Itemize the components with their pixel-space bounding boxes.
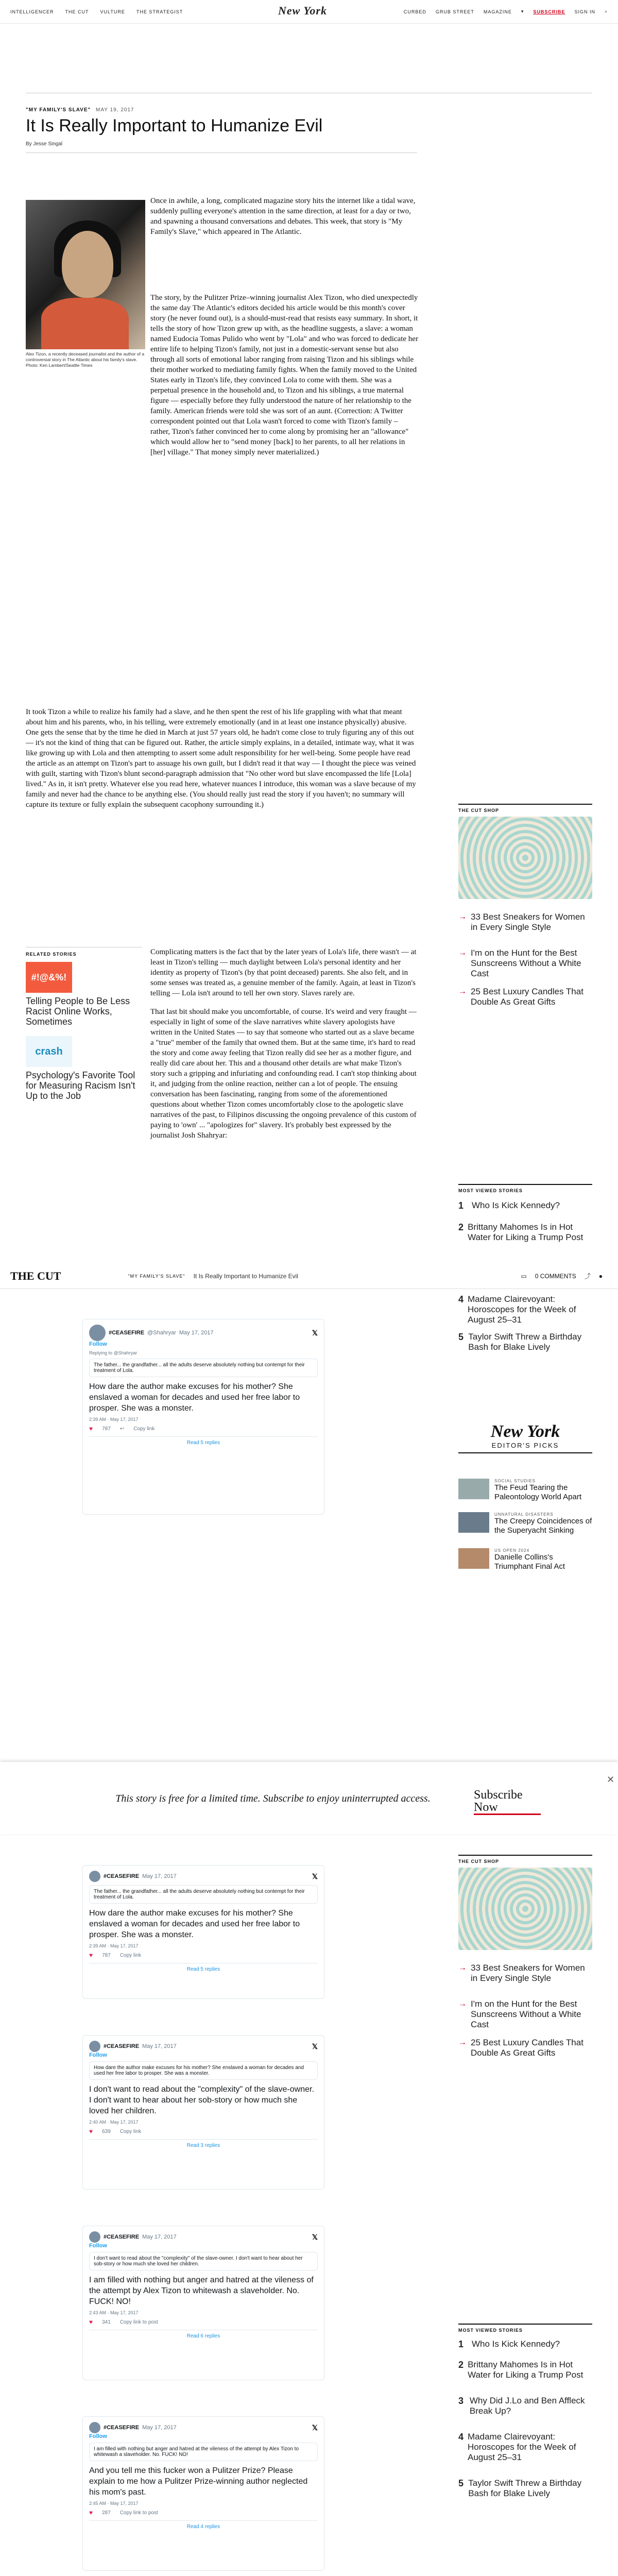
- editors-picks: [458, 1422, 592, 1453]
- quoted-tweet[interactable]: How dare the author make excuses for his mother? She enslaved a woman for decades and used her free labor to prosper. She was a monster.: [89, 2061, 318, 2080]
- heart-icon[interactable]: ♥: [89, 1952, 93, 1959]
- most-viewed-item[interactable]: 2 Brittany Mahomes Is in Hot Water for Liking a Trump Post: [458, 1222, 583, 1242]
- arrow-icon: →: [458, 912, 467, 921]
- nav-strategist[interactable]: THE STRATEGIST: [136, 9, 183, 14]
- copy-link[interactable]: Copy link to post: [119, 2319, 158, 2325]
- read-replies-link[interactable]: Read 4 replies: [89, 2520, 318, 2530]
- photo-face: [62, 231, 113, 298]
- most-viewed-label: MOST VIEWED STORIES: [458, 2324, 592, 2333]
- copy-link[interactable]: Copy link: [119, 2128, 141, 2134]
- editors-pick[interactable]: UNNATURAL DISASTERS The Creepy Coincidences of the Superyacht Sinking: [458, 1512, 592, 1535]
- sign-in-link[interactable]: SIGN IN: [574, 9, 595, 14]
- read-replies-link[interactable]: Read 5 replies: [89, 1963, 318, 1972]
- heart-icon[interactable]: ♥: [89, 1425, 93, 1432]
- tweet-embed[interactable]: #CEASEFIRE May 17, 2017 𝕏 Follow I am filled with nothing but anger and hatred at the vileness of the attempt by Alex Tizon to whitewash a slaveholder. No. FUCK! NO! And you tell me this fucker won a Pulitzer Prize? Please explain to me how a Pulitzer Prize-winning author neglected his mom's past. 2:45 AM · May 17, 2017 ♥ 287 Copy link to post Read 4 replies: [82, 2416, 324, 2571]
- arrow-icon: →: [458, 948, 467, 957]
- cut-shop-label: THE CUT SHOP: [458, 1855, 592, 1864]
- article-body-1: [150, 196, 418, 245]
- follow-link[interactable]: Follow: [89, 2433, 107, 2439]
- avatar[interactable]: [89, 1325, 106, 1341]
- shop-item[interactable]: → 33 Best Sneakers for Women in Every Single Style: [458, 1963, 585, 1983]
- arrow-icon: →: [458, 1963, 467, 1972]
- x-logo-icon[interactable]: 𝕏: [312, 1872, 318, 1880]
- pick-thumb: [458, 1479, 489, 1499]
- article-body-2: [26, 293, 418, 466]
- shop-item[interactable]: → I'm on the Hunt for the Best Sunscreens Without a White Cast: [458, 948, 581, 978]
- site-logo[interactable]: New York: [278, 4, 327, 17]
- x-logo-icon[interactable]: 𝕏: [312, 2232, 318, 2241]
- paragraph: That last bit should make you uncomfortable, of course. It's weird and very fraught — especially in light of some of the slave narratives white slavery apologists have written in the United States — to say that someone who started out as a slave became a "true" member of the family that owned them. But at the same time, it's hard to read the story and come away feeling that Tizon really did see her as a mother figure, and really did care about her. This and a thousand other details are what make Tizon's story such a gripping and infuriating and confounding read. I can't stop thinking about it, and judging from the online reaction, neither can a lot of people. The ensuing conversation has been fascinating, ranging from some of the aforementioned questions about whether Tizon comes uncomfortably close to the apologetic slave narratives of the past, to Filipinos discussing the ongoing prevalence of this custom of paying to 'own' ... "apologizes for" slavery. It's probably best expressed by the journalist Josh Shahryar:: [150, 1008, 417, 1140]
- reply-icon[interactable]: ↩: [119, 1426, 125, 1432]
- heart-icon[interactable]: ♥: [89, 2509, 93, 2516]
- most-viewed-item[interactable]: 1 Who Is Kick Kennedy?: [458, 2339, 560, 2349]
- cut-shop-image[interactable]: [458, 817, 592, 899]
- tweet-text: How dare the author make excuses for his mother? She enslaved a woman for decades and used her free labor to prosper. She was a monster.: [89, 1909, 300, 1939]
- shop-item[interactable]: → 25 Best Luxury Candles That Double As Great Gifts: [458, 987, 583, 1007]
- related-link[interactable]: Psychology's Favorite Tool for Measuring Racism Isn't Up to the Job: [26, 1070, 135, 1101]
- most-viewed-item[interactable]: 3 Why Did J.Lo and Ben Affleck Break Up?: [458, 2396, 585, 2416]
- subscribe-link[interactable]: SUBSCRIBE: [533, 9, 565, 14]
- tweet-text: And you tell me this fucker won a Pulitzer Prize? Please explain to me how a Pulitzer Prize-winning author neglected his mom's past.: [89, 2466, 308, 2497]
- tweet-embed[interactable]: #CEASEFIRE May 17, 2017 𝕏 Follow How dare the author make excuses for his mother? She enslaved a woman for decades and used her free labor to prosper. She was a monster. I don't want to read about the "complexity" of the slave-owner. I don't want to hear about her sob-story or how much she loved her children. 2:40 AM · May 17, 2017 ♥ 639 Copy link Read 3 replies: [82, 2035, 324, 2190]
- x-logo-icon[interactable]: 𝕏: [312, 1328, 318, 1337]
- comment-icon: ▭: [521, 1272, 527, 1280]
- article-date: MAY 19, 2017: [96, 107, 134, 113]
- paragraph: It took Tizon a while to realize his family had a slave, and he then spent the rest of his life grappling with what that meant about him and his parents, who, in his telling, were extremely emotionally (and in at least one instance physically) abusive. One gets the sense that by the time he died in March at just 57 years old, he hadn't come close to truly figuring any of this out — it's not the kind of thing that can be figured out. Rather, the article simply explains, in a detailed, intimate way, what it was like growing up with Lola and then attempting to assert some adult responsibility for her well-being. Some people have read the article as an attempt on Tizon's part to assuage his own guilt, but I didn't read it that way — I thought the piece was veined with guilt, starting with Tizon's blunt second-paragraph admission that "No other word but slave encompassed the life [Lola] lived." As in, it isn't pretty. Whatever else you read here, whatever nuances I introduce, this woman was a slave because of my family and never had the chance to be anything else. (You should really just read the story if you haven't; no summary will capture its texture or fully explain the subsequent cacophony surrounding it.): [26, 708, 416, 809]
- arrow-icon: →: [458, 2038, 467, 2047]
- quoted-tweet[interactable]: I don't want to read about the "complexity" of the slave-owner. I don't want to hear about her sob-story or how much she loved her children.: [89, 2252, 318, 2270]
- heart-icon[interactable]: ♥: [89, 2318, 93, 2326]
- related-image[interactable]: #!@&%!: [26, 962, 72, 993]
- article-body-4: [150, 947, 418, 1149]
- kicker-label[interactable]: "MY FAMILY'S SLAVE": [26, 107, 91, 113]
- arrow-icon: →: [458, 1999, 467, 2008]
- editors-pick[interactable]: SOCIAL STUDIES The Feud Tearing the Paleontology World Apart: [458, 1479, 592, 1502]
- paragraph: Complicating matters is the fact that by the later years of Lola's life, there wasn't — at least in Tizon's telling — much daylight between Lola's personal identity and her identity as property of Tizon's (by that point deceased) parents. She also felt, and in some senses was treated as, a genuine member of the family. Again, at least in Tizon's telling — Lola isn't around to tell her own story. Slaves rarely are.: [150, 948, 417, 997]
- x-logo-icon[interactable]: 𝕏: [312, 2042, 318, 2050]
- most-viewed-item[interactable]: 1 Who Is Kick Kennedy?: [458, 1200, 560, 1211]
- follow-link[interactable]: Follow: [89, 1341, 107, 1347]
- most-viewed-label: MOST VIEWED STORIES: [458, 1184, 592, 1193]
- close-icon[interactable]: ✕: [607, 1774, 615, 1785]
- nav-grub-street[interactable]: GRUB STREET: [435, 9, 474, 14]
- ny-logo[interactable]: New York: [490, 1422, 560, 1441]
- related-label: RELATED STORIES: [26, 947, 142, 957]
- pick-thumb: [458, 1548, 489, 1569]
- pick-thumb: [458, 1512, 489, 1533]
- read-replies-link[interactable]: Read 3 replies: [89, 2139, 318, 2148]
- copy-link[interactable]: Copy link: [119, 1952, 141, 1958]
- article-body-3: [26, 707, 418, 818]
- most-viewed-item[interactable]: 4 Madame Clairevoyant: Horoscopes for the Week of August 25–31: [458, 1294, 576, 1325]
- quoted-tweet[interactable]: I am filled with nothing but anger and hatred at the vileness of the attempt by Alex Tizon to whitewash a slaveholder. No. FUCK! NO!: [89, 2443, 318, 2461]
- nav-vulture[interactable]: VULTURE: [100, 9, 125, 14]
- paragraph: The story, by the Pulitzer Prize–winning journalist Alex Tizon, who died unexpectedly the same day The Atlantic's editors decided his article would be this month's cover story (he never found out), is a should-must-read that resists easy summary. In short, it tells the story of how Tizon grew up with, as the headline suggests, a slave: a woman named Eudocia Tomas Pulido who went by "Lola" and who was forced to dedicate her entire life to helping Tizon's family, not just in a domestic-servant sense but also through all sorts of emotional labor ranging from raising Tizon and his siblings while their mother worked to mediating family fights. When the family moved to the United States early in Tizon's life, they convinced Lola to come with them. She was a perpetual presence in the household and, to Tizon and his siblings, a true maternal figure — especially before they fully understood the nature of her relationship to the family. American friends were told she was sort of an aunt. (Correction: A Twitter correspondent pointed out that Lola wasn't forced to come with Tizon's family – rather, Tizon's father convinced her to come along by promising her an "allowance" which would allow her to "send money [back] to her parents, to all her relations in [her] village." That money simply never materialized.): [150, 294, 418, 456]
- paragraph: Once in awhile, a long, complicated magazine story hits the internet like a tidal wave, suddenly pulling everyone's attention in the same direction, at least for a day or two, and spawning a thousand conversations and debates. This week, that story is "My Family's Slave," which appeared in The Atlantic.: [150, 197, 416, 236]
- copy-link[interactable]: Copy link: [133, 1426, 155, 1432]
- quoted-tweet[interactable]: The father... the grandfather... all the adults deserve absolutely nothing but contempt for their treatment of Lola.: [89, 1885, 318, 1904]
- tweet-embed[interactable]: #CEASEFIRE @Shahryar May 17, 2017 𝕏 Follow Replying to @Shahryar The father... the grandfather... all the adults deserve absolutely nothing but contempt for their treatment of Lola. How dare the author make excuses for his mother? She enslaved a woman for decades and used her free labor to prosper. She was a monster. 2:39 AM · May 17, 2017 ♥ 787 ↩ Copy link Read 5 replies: [82, 1319, 324, 1515]
- shop-item[interactable]: → 25 Best Luxury Candles That Double As Great Gifts: [458, 2038, 583, 2058]
- chevron-down-icon: ▾: [521, 9, 524, 14]
- tweet-embed[interactable]: #CEASEFIRE May 17, 2017 𝕏 Follow I don't want to read about the "complexity" of the slave-owner. I don't want to hear about her sob-story or how much she loved her children. I am filled with nothing but anger and hatred at the vileness of the attempt by Alex Tizon to whitewash a slaveholder. No. FUCK! NO! 2:43 AM · May 17, 2017 ♥ 341 Copy link to post Read 6 replies: [82, 2226, 324, 2380]
- related-stories: [26, 947, 142, 1101]
- paywall-message: This story is free for a limited time. Subscribe to enjoy uninterrupted access.: [115, 1793, 431, 1804]
- tweet-text: How dare the author make excuses for his mother? She enslaved a woman for decades and used her free labor to prosper. She was a monster.: [89, 1382, 300, 1413]
- read-replies-link[interactable]: Read 5 replies: [89, 1436, 318, 1446]
- follow-link[interactable]: Follow: [89, 2243, 107, 2249]
- cut-shop-label: THE CUT SHOP: [458, 804, 592, 813]
- x-logo-icon[interactable]: 𝕏: [312, 2423, 318, 2432]
- divider: [26, 152, 417, 153]
- editors-pick[interactable]: US OPEN 2024 Danielle Collins's Triumphant Final Act: [458, 1548, 592, 1571]
- comments-link[interactable]: 0 COMMENTS: [535, 1272, 576, 1280]
- most-viewed-item[interactable]: 2 Brittany Mahomes Is in Hot Water for Liking a Trump Post: [458, 2360, 583, 2380]
- shop-item[interactable]: → 33 Best Sneakers for Women in Every Single Style: [458, 912, 585, 932]
- avatar[interactable]: [89, 2041, 100, 2052]
- arrow-icon: →: [458, 987, 467, 996]
- tweet-text: I am filled with nothing but anger and hatred at the vileness of the attempt by Alex Tizon to whitewash a slaveholder. No. FUCK! NO!: [89, 2276, 314, 2306]
- nav-curbed[interactable]: CURBED: [403, 9, 426, 14]
- sticky-title: It Is Really Important to Humanize Evil: [193, 1272, 298, 1280]
- most-viewed-item[interactable]: 5 Taylor Swift Threw a Birthday Bash for Blake Lively: [458, 1332, 582, 1352]
- avatar[interactable]: [89, 2422, 100, 2433]
- tweet-embed[interactable]: #CEASEFIRE May 17, 2017 𝕏 The father... the grandfather... all the adults deserve absolutely nothing but contempt for their treatment of Lola. How dare the author make excuses for his mother? She enslaved a woman for decades and used her free labor to prosper. She was a monster. 2:39 AM · May 17, 2017 ♥ 787 Copy link Read 5 replies: [82, 1865, 324, 1999]
- cut-shop-image[interactable]: [458, 1868, 592, 1950]
- avatar[interactable]: [89, 1871, 100, 1882]
- top-nav: [0, 0, 618, 24]
- subscribe-button[interactable]: Subscribe Now: [474, 1789, 541, 1815]
- shop-item[interactable]: → I'm on the Hunt for the Best Sunscreens Without a White Cast: [458, 1999, 581, 2029]
- share-icon[interactable]: ⤴: [584, 1273, 591, 1280]
- sticky-kicker: "MY FAMILY'S SLAVE": [128, 1273, 185, 1279]
- copy-link[interactable]: Copy link to post: [119, 2510, 158, 2516]
- photo-caption: Alex Tizon, a recently deceased journalist and the author of a controversial story in The Atlantic about his family's slave. Photo: Ken Lambert/Seattle Times: [26, 351, 145, 368]
- avatar[interactable]: [89, 2231, 100, 2243]
- paywall-banner: [0, 1762, 618, 1834]
- article-kicker: [26, 107, 134, 113]
- nav-intelligencer[interactable]: INTELLIGENCER: [10, 9, 54, 14]
- read-replies-link[interactable]: Read 6 replies: [89, 2330, 318, 2339]
- editors-picks-label: EDITOR'S PICKS: [458, 1442, 592, 1453]
- related-image[interactable]: crash: [26, 1036, 72, 1067]
- search-icon[interactable]: ⌕: [604, 9, 608, 14]
- sticky-header: [0, 1263, 618, 1289]
- more-icon[interactable]: ●: [598, 1272, 603, 1280]
- heart-icon[interactable]: ♥: [89, 2128, 93, 2135]
- byline[interactable]: By Jesse Singal: [26, 141, 63, 147]
- most-viewed-item[interactable]: 4 Madame Clairevoyant: Horoscopes for the Week of August 25–31: [458, 2432, 576, 2462]
- sticky-logo[interactable]: THE CUT: [10, 1269, 61, 1282]
- page-title: It Is Really Important to Humanize Evil: [26, 116, 323, 135]
- most-viewed-item[interactable]: 5 Taylor Swift Threw a Birthday Bash for Blake Lively: [458, 2478, 582, 2498]
- nav-magazine[interactable]: MAGAZINE: [483, 9, 512, 14]
- related-link[interactable]: Telling People to Be Less Racist Online Works, Sometimes: [26, 996, 130, 1027]
- follow-link[interactable]: Follow: [89, 2052, 107, 2058]
- quoted-tweet[interactable]: The father... the grandfather... all the adults deserve absolutely nothing but contempt for their treatment of Lola.: [89, 1359, 318, 1377]
- nav-the-cut[interactable]: THE CUT: [65, 9, 89, 14]
- tweet-text: I don't want to read about the "complexity" of the slave-owner. I don't want to hear about her sob-story or how much she loved her children.: [89, 2085, 314, 2115]
